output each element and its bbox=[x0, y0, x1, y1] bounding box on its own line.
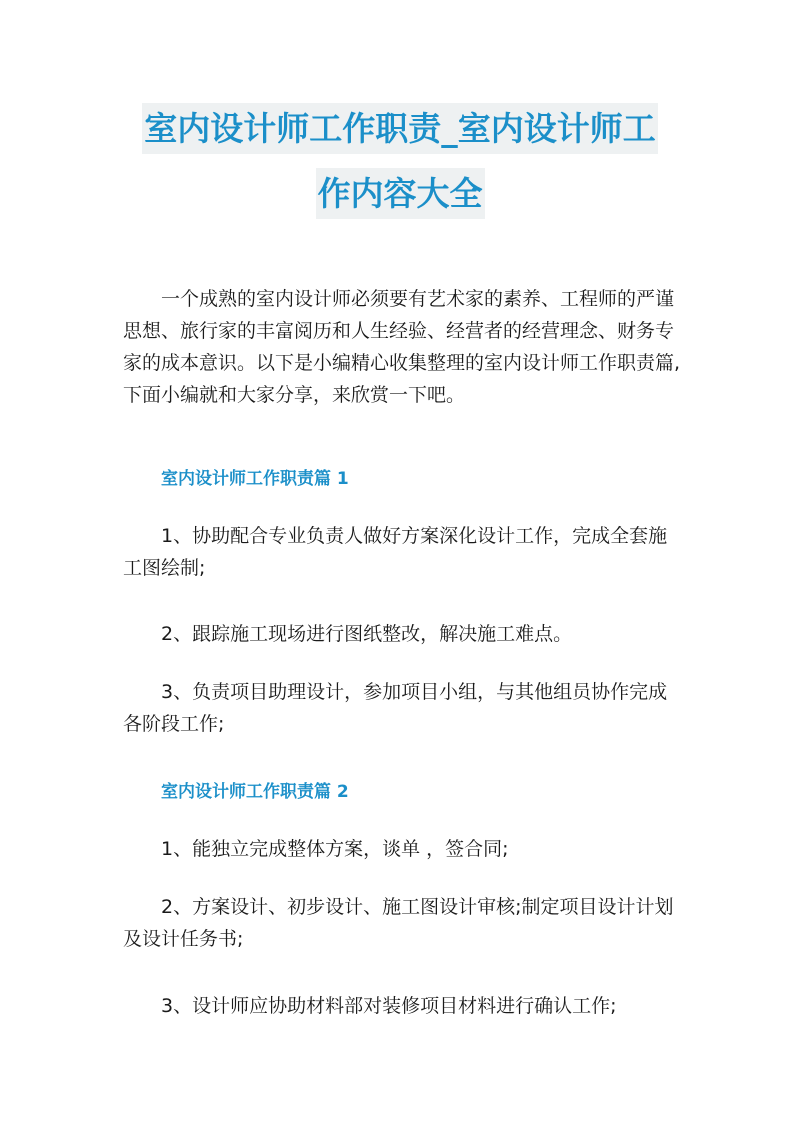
section-2-item-2: 2、方案设计、初步设计、施工图设计审核;制定项目设计计划及设计任务书; bbox=[123, 896, 674, 950]
section-1-item-1: 1、协助配合专业负责人做好方案深化设计工作，完成全套施工图绘制; bbox=[123, 525, 668, 579]
section-heading-2: 室内设计师工作职责篇 2 bbox=[161, 782, 349, 802]
section-1-item-2: 2、跟踪施工现场进行图纸整改，解决施工难点。 bbox=[161, 623, 573, 645]
document-title-line-2 bbox=[0, 174, 800, 213]
section-1-item-3: 3、负责项目助理设计，参加项目小组，与其他组员协作完成各阶段工作; bbox=[123, 681, 668, 735]
document-title-text-2: 作内容大全 bbox=[316, 168, 485, 219]
section-2-item-3: 3、设计师应协助材料部对装修项目材料进行确认工作; bbox=[161, 995, 617, 1017]
section-heading-1: 室内设计师工作职责篇 1 bbox=[161, 469, 349, 489]
section-2-item-1: 1、能独立完成整体方案，谈单 ，签合同; bbox=[161, 838, 509, 860]
intro-paragraph: 一个成熟的室内设计师必须要有艺术家的素养、工程师的严谨思想、旅行家的丰富阅历和人生经验、经营者的经营理念、财务专家的成本意识。以下是小编精心收集整理的室内设计师工作职责篇,下面小编就和大家分享，来欣赏一下吧。 bbox=[123, 288, 681, 406]
document-title-line-1 bbox=[0, 109, 800, 148]
document-title-text-1: 室内设计师工作职责_室内设计师工 bbox=[142, 103, 658, 154]
